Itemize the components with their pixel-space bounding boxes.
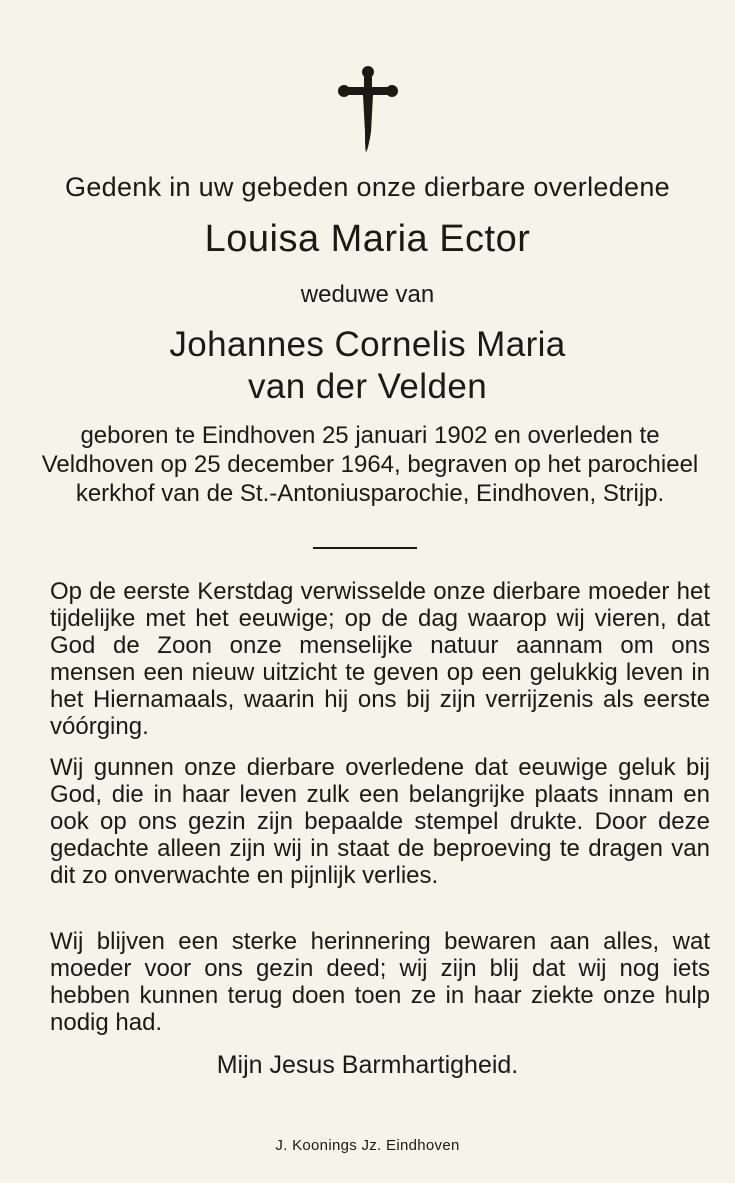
relation-text: weduwe van [300, 281, 435, 308]
intro-text: Gedenk in uw gebeden onze dierbare overledene [65, 172, 670, 202]
spouse-name [0, 324, 735, 408]
memorial-paragraph-2: Wij gunnen onze dierbare overledene dat eeuwige geluk bij God, die in haar leven zulk een belangrijke plaats innam en ook op ons gezin zijn bepaalde stempel drukte. Door deze gedachte alleen zijn wij in staat de beproeving te dragen van dit zo onverwachte en pijnlijk verlies. [50, 754, 710, 889]
memorial-paragraph-3: Wij blijven een sterke herinnering bewaren aan alles, wat moeder voor ons gezin deed; wij zijn blij dat wij nog iets hebben kunnen terug doen toen ze in haar ziekte onze hulp nodig had. [50, 928, 710, 1036]
divider [313, 547, 417, 549]
printer-imprint: J. Koonings Jz. Eindhoven [275, 1137, 460, 1154]
spouse-name-line-1: Johannes Cornelis Maria [169, 325, 566, 364]
memorial-paragraph-1: Op de eerste Kerstdag verwisselde onze dierbare moeder het tijdelijke met het eeuwige; op de dag waarop wij vieren, dat God de Zoon onze menselijke natuur aannam om ons mensen een nieuw uitzicht te geven op een gelukkig leven in het Hiernamaals, waarin hij ons bij zijn verrijzenis als eerste vóórging. [50, 578, 710, 740]
spouse-name-line-2: van der Velden [247, 367, 488, 406]
closing-prayer: Mijn Jesus Barmhartigheid. [216, 1051, 519, 1079]
deceased-name: Louisa Maria Ector [204, 218, 531, 260]
biography-text: geboren te Eindhoven 25 januari 1902 en overleden te Veldhoven op 25 december 1964, begraven op het parochieel kerkhof van de St.-Antoniusparochie, Eindhoven, Strijp. [41, 422, 699, 507]
cross-icon [338, 64, 398, 154]
